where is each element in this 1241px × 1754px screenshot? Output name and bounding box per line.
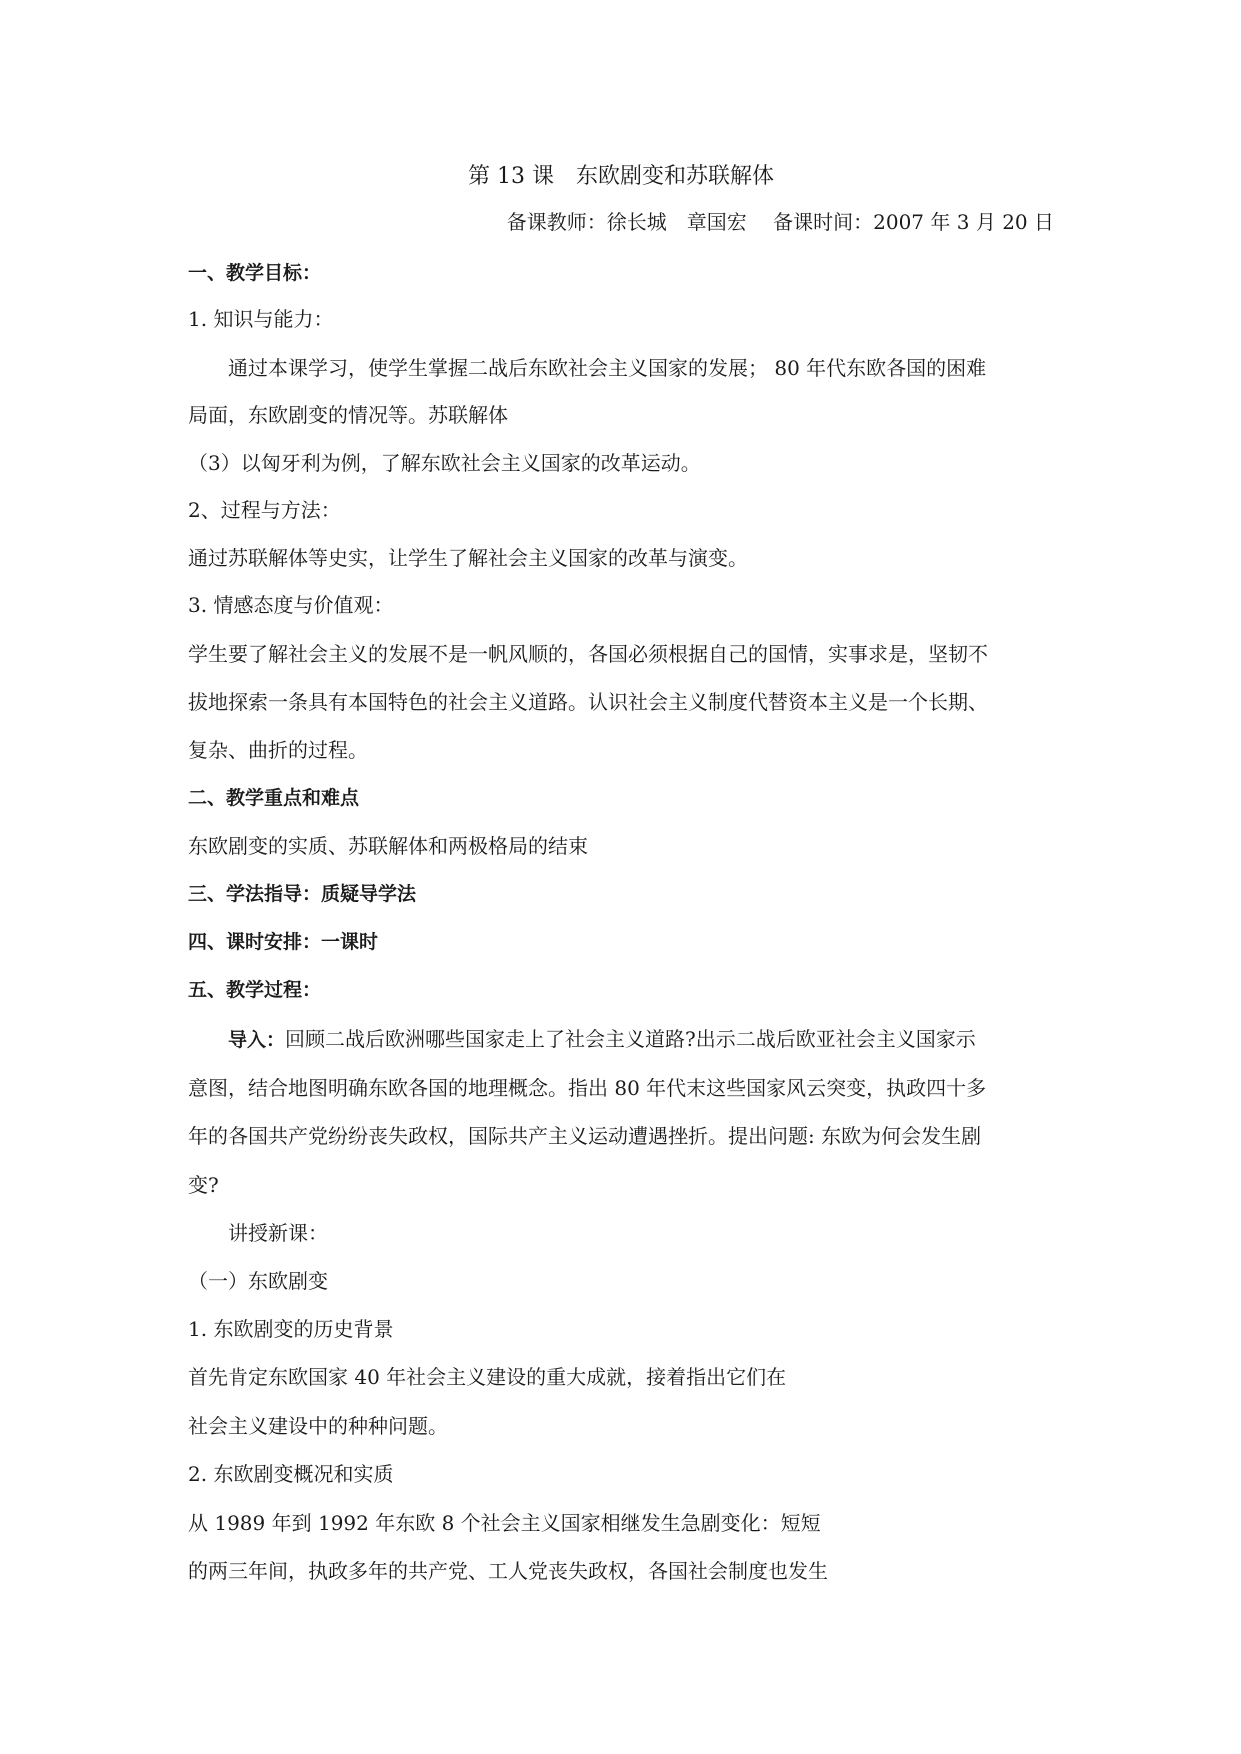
paragraph-line: 拔地探索一条具有本国特色的社会主义道路。认识社会主义制度代替资本主义是一个长期、	[188, 690, 988, 714]
paragraph-line: 学生要了解社会主义的发展不是一帆风顺的，各国必须根据自己的国情，实事求是，坚韧不	[188, 642, 988, 666]
page-title: 第 13 课 东欧剧变和苏联解体	[468, 164, 774, 189]
paragraph-line: 首先肯定东欧国家 40 年社会主义建设的重大成就，接着指出它们在	[188, 1365, 787, 1389]
paragraph-line: 通过苏联解体等史实，让学生了解社会主义国家的改革与演变。	[188, 546, 748, 570]
heading-objectives: 一、教学目标：	[188, 262, 322, 284]
intro-text: 回顾二战后欧洲哪些国家走上了社会主义道路?出示二战后欧亚社会主义国家示	[285, 1027, 976, 1051]
subsection-overview: 2. 东欧剧变概况和实质	[188, 1462, 394, 1486]
heading-method: 三、学法指导：质疑导学法	[188, 883, 417, 905]
paragraph-line: 通过本课学习，使学生掌握二战后东欧社会主义国家的发展； 80 年代东欧各国的困难	[228, 356, 987, 380]
paragraph-line: 从 1989 年到 1992 年东欧 8 个社会主义国家相继发生急剧变化：短短	[188, 1511, 821, 1535]
author-date-line: 备课教师：徐长城 章国宏 备课时间：2007 年 3 月 20 日	[506, 210, 1054, 234]
subheading-knowledge: 1. 知识与能力：	[188, 307, 334, 331]
paragraph-line: 局面，东欧剧变的情况等。苏联解体	[188, 403, 508, 427]
new-lesson-label: 讲授新课：	[228, 1221, 328, 1245]
section-eastern-europe: （一）东欧剧变	[188, 1269, 328, 1293]
heading-process: 五、教学过程：	[188, 979, 322, 1001]
paragraph-line: （3）以匈牙利为例，了解东欧社会主义国家的改革运动。	[188, 451, 701, 475]
heading-schedule: 四、课时安排：一课时	[188, 931, 379, 953]
paragraph-line: 变?	[188, 1173, 219, 1197]
document-page	[188, 0, 1054, 1754]
intro-label: 导入：	[228, 1029, 286, 1051]
paragraph-line: 的两三年间，执政多年的共产党、工人党丧失政权，各国社会制度也发生	[188, 1559, 828, 1583]
heading-key-points: 二、教学重点和难点	[188, 787, 360, 809]
subsection-background: 1. 东欧剧变的历史背景	[188, 1317, 394, 1341]
subheading-process: 2、过程与方法：	[188, 498, 341, 522]
paragraph-line: 意图，结合地图明确东欧各国的地理概念。指出 80 年代末这些国家风云突变，执政四十多	[188, 1076, 987, 1100]
paragraph-line: 社会主义建设中的种种问题。	[188, 1414, 448, 1438]
intro-line	[228, 1026, 976, 1053]
paragraph-line: 复杂、曲折的过程。	[188, 738, 368, 762]
subheading-attitude: 3. 情感态度与价值观：	[188, 593, 394, 617]
paragraph-line: 东欧剧变的实质、苏联解体和两极格局的结束	[188, 834, 588, 858]
paragraph-line: 年的各国共产党纷纷丧失政权，国际共产主义运动遭遇挫折。提出问题: 东欧为何会发生剧	[188, 1124, 982, 1148]
